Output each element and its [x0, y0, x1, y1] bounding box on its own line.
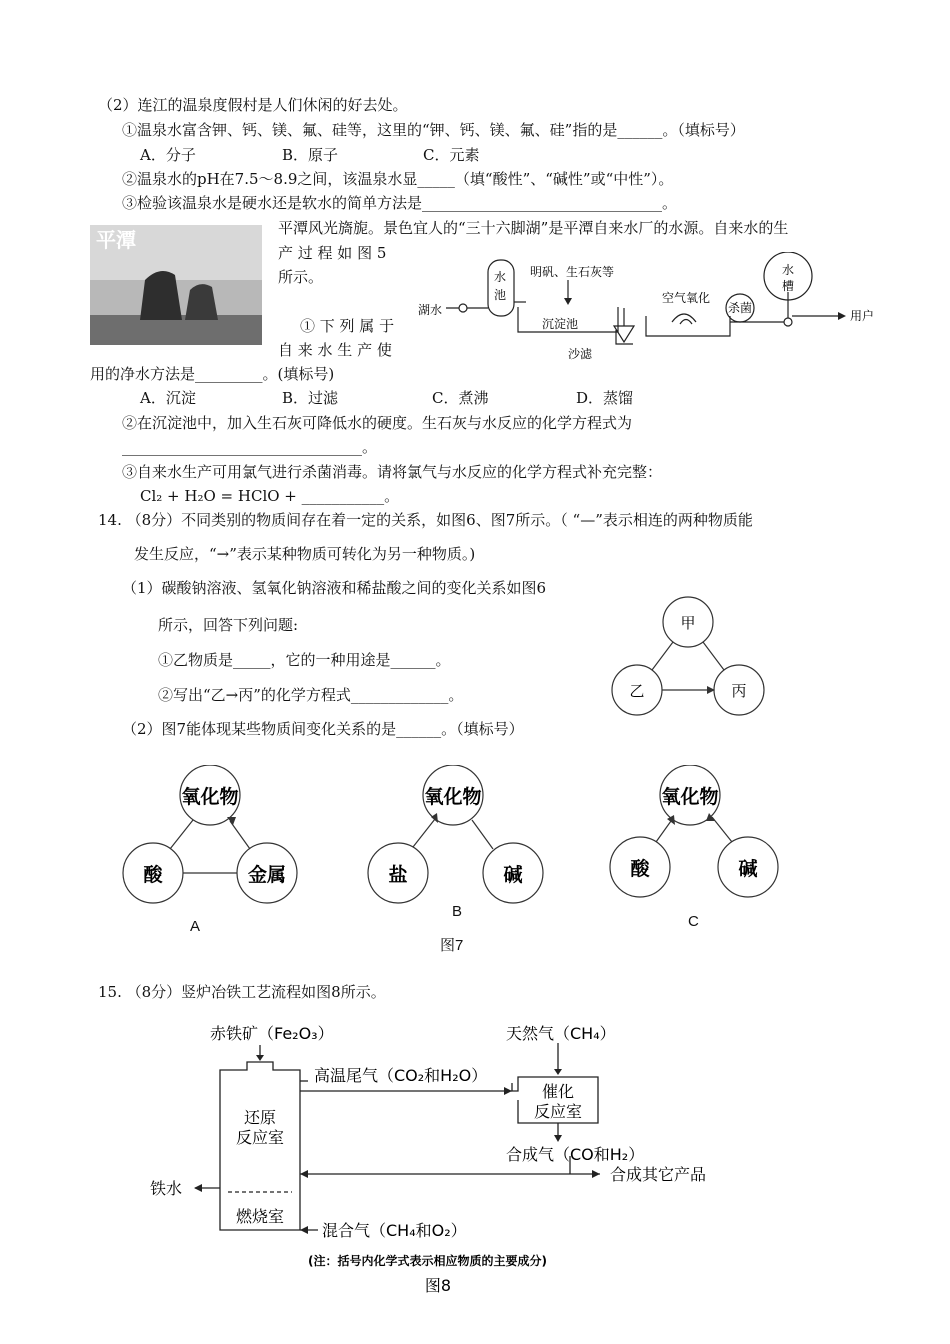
q13-3-s3b: Cl₂ + H₂O = HClO + ___________。 [140, 487, 400, 505]
fig8-gas: 天然气（CH₄） [506, 1024, 616, 1043]
fig8-mix: 混合气（CH₄和O₂） [322, 1221, 467, 1240]
q14-head: 14. （8分）不同类别的物质间存在着一定的关系，如图6、图7所示。（ “—”表示相连的两种物质能 [98, 511, 753, 529]
q13-2-intro: （2）连江的温泉度假村是人们休闲的好去处。 [98, 96, 408, 114]
q13-3-opt-b: B．过滤 [282, 389, 339, 407]
q14-p2: （2）图7能体现某些物质间变化关系的是______。（填标号） [122, 720, 524, 738]
q13-3-opt-a: A．沉淀 [140, 389, 196, 407]
q14-p1b: 所示，回答下列问题: [158, 616, 299, 634]
fig8-note: (注：括号内化学式表示相应物质的主要成分) [308, 1254, 547, 1268]
q14-head2: 发生反应，“→”表示某种物质可转化为另一种物质。) [134, 545, 476, 563]
q13-2-s3: ③检验该温泉水是硬水还是软水的简单方法是________________________________。 [122, 194, 678, 212]
fig5-additives: 明矾、生石灰等 [530, 265, 615, 279]
q13-3-s2a: ②在沉淀池中，加入生石灰可降低水的硬度。生石灰与水反应的化学方程式为 [122, 414, 633, 432]
fig7-label-a: A [190, 918, 201, 935]
fig8-other: 合成其它产品 [610, 1165, 707, 1184]
fig7a-right: 金属 [247, 864, 287, 886]
figure-8-shaft-furnace [140, 1015, 740, 1315]
fig5-kill: 杀菌 [728, 301, 753, 315]
q13-2-opt-b: B．原子 [282, 146, 339, 164]
photo-title: 平潭 [96, 228, 136, 252]
fig5-user: 用户 [850, 309, 875, 323]
fig7a-left: 酸 [143, 864, 163, 886]
pingtan-photo [90, 225, 262, 345]
fig7-label-c: C [688, 913, 699, 930]
fig5-tank-2: 槽 [782, 279, 795, 293]
fig8-exhaust: 高温尾气（CO₂和H₂O） [314, 1066, 488, 1085]
fig6-c: 丙 [731, 682, 747, 700]
figure-6-triangle [605, 595, 775, 725]
fig7-label-b: B [452, 903, 463, 920]
q13-3-line3: 所示。 [278, 268, 324, 286]
figure-7-a [115, 765, 315, 910]
figure-7-b [358, 765, 558, 905]
fig5-tank-1: 水 [782, 263, 795, 277]
fig7b-right: 碱 [503, 864, 523, 886]
fig5-pool-2: 池 [494, 288, 507, 302]
q13-2-s1: ①温泉水富含钾、钙、镁、氟、硅等，这里的“钾、钙、镁、氟、硅”指的是______。（填标号） [122, 121, 745, 139]
fig5-air: 空气氧化 [662, 291, 711, 305]
q14-p1c: ①乙物质是_____，它的一种用途是______。 [158, 651, 451, 669]
figure-5-water-process [418, 252, 888, 362]
fig5-sand: 沙滤 [568, 347, 593, 361]
q14-p1d: ②写出“乙→丙”的化学方程式_____________。 [158, 686, 464, 704]
fig6-a: 甲 [680, 614, 696, 632]
fig8-syngas: 合成气（CO和H₂） [506, 1145, 645, 1164]
fig7c-left: 酸 [630, 858, 650, 880]
figure-7-c [605, 765, 805, 900]
fig8-cat2: 反应室 [533, 1102, 583, 1121]
fig7b-left: 盐 [388, 864, 408, 886]
q13-3-s2b: ________________________________。 [122, 438, 378, 456]
q13-2-opt-c: C．元素 [423, 146, 480, 164]
q13-3-s3a: ③自来水生产可用氯气进行杀菌消毒。请将氯气与水反应的化学方程式补充完整： [122, 463, 663, 481]
fig8-reduce2: 反应室 [235, 1128, 285, 1147]
q13-3-opt-c: C．煮沸 [432, 389, 489, 407]
q14-p1a: （1）碳酸钠溶液、氢氧化钠溶液和稀盐酸之间的变化关系如图6 [122, 579, 547, 597]
q13-3-line6: 用的净水方法是_________。(填标号) [90, 365, 335, 383]
fig7c-top: 氧化物 [661, 786, 719, 808]
fig8-iron: 铁水 [150, 1179, 183, 1198]
fig5-pool-1: 水 [494, 270, 507, 284]
fig7b-top: 氧化物 [424, 786, 482, 808]
fig8-reduce1: 还原 [243, 1108, 277, 1127]
fig8-ore: 赤铁矿（Fe₂O₃） [210, 1024, 334, 1043]
fig6-b: 乙 [629, 682, 645, 700]
q13-3-line5: 自 来 水 生 产 使 [278, 341, 392, 359]
fig7c-right: 碱 [738, 858, 758, 880]
fig5-settle: 沉淀池 [542, 317, 579, 331]
fig8-burn: 燃烧室 [235, 1207, 285, 1226]
q13-3-line4: ① 下 列 属 于 [300, 317, 395, 335]
fig7a-top: 氧化物 [181, 786, 239, 808]
q13-3-line1: 平潭风光旖旎。景色宜人的“三十六脚湖”是平潭自来水厂的水源。自来水的生 [278, 219, 789, 237]
fig8-caption: 图8 [424, 1276, 452, 1295]
q13-3-line2: 产 过 程 如 图 5 [278, 244, 387, 262]
q13-2-s2: ②温泉水的pH在7.5～8.9之间，该温泉水显_____（填“酸性”、“碱性”或“中性”）。 [122, 170, 674, 188]
fig8-cat1: 催化 [541, 1082, 575, 1101]
fig5-lake: 湖水 [418, 303, 443, 317]
q13-2-opt-a: A．分子 [140, 146, 196, 164]
fig7-caption: 图7 [440, 937, 464, 954]
q15-head: 15. （8分）竖炉冶铁工艺流程如图8所示。 [98, 983, 386, 1001]
q13-3-opt-d: D．蒸馏 [576, 389, 634, 407]
